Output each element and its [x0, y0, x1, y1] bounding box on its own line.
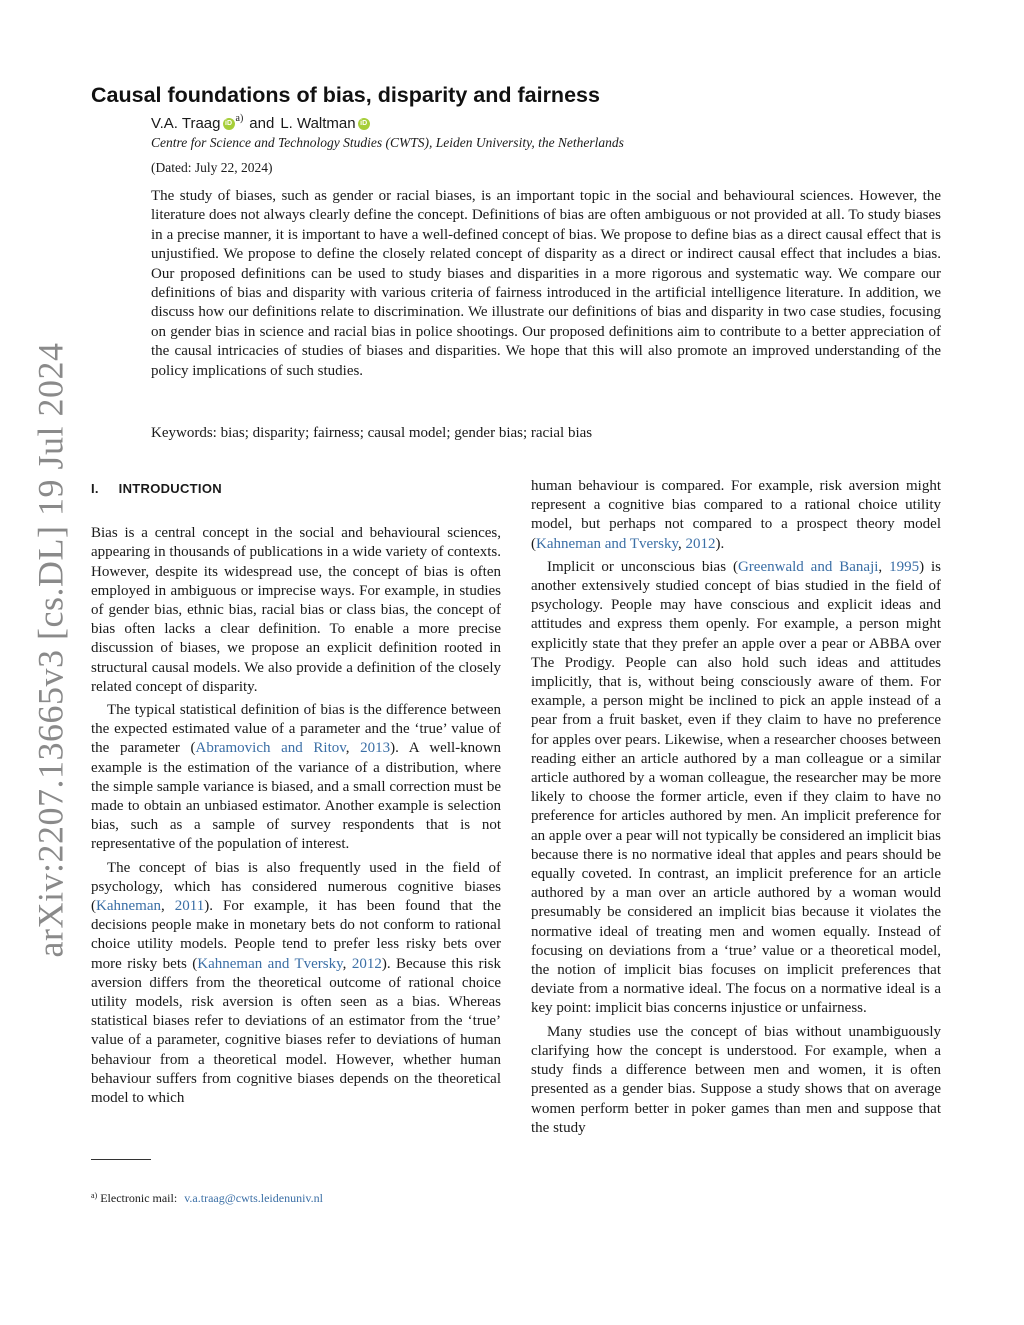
paragraph-text: ). A well-known example is the estimation of the variance of a distribution, where the simple sample variance is biased, and a small correction must be made to obtain an unbiased estimator. Another example is selection bias, such as a sample of survey respondents that is not representative of the population of interest.	[91, 740, 501, 853]
author-list	[151, 115, 370, 132]
body-paragraph	[91, 524, 501, 697]
abstract: The study of biases, such as gender or racial biases, is an important topic in the social and behavioural sciences. However, the literature does not always clearly define the concept. Definitions of bias are often ambiguous or not provided at all. To study biases in a precise manner, it is important to have a well-defined concept of bias. We propose to define bias as a direct causal effect that is unjustified. We propose to define the closely related concept of disparity as a direct or indirect causal effect that includes a bias. Our proposed definitions can be used to study biases and disparities in a more rigorous and systematic way. We compare our definitions of bias and disparity with various criteria of fairness introduced in the artificial intelligence literature. In addition, we discuss how our definitions relate to discrimination. We illustrate our definitions of bias and disparity in two case studies, focusing on gender bias in science and racial bias in police shootings. Our proposed definitions aim to contribute to a better appreciation of the causal intricacies of studies of biases and disparities. We hope that this will also promote an improved understanding of the policy implications of such studies.	[151, 188, 941, 379]
paragraph-text: ,	[878, 558, 890, 575]
left-column	[91, 477, 501, 1112]
paragraph-text: ). For example, it has been found that the decisions people make in monetary bets do not conform to rational choice utility models. People tend to prefer less risky bets over more risky bets (	[91, 898, 501, 972]
affiliation: Centre for Science and Technology Studies (CWTS), Leiden University, the Netherlands	[151, 135, 624, 150]
paper-title: Causal foundations of bias, disparity and fairness	[91, 83, 600, 107]
orcid-icon[interactable]: iD	[223, 118, 235, 130]
citation-link[interactable]: 1995	[889, 558, 920, 575]
author-name: L. Waltman	[280, 115, 356, 132]
paragraph-text: ).	[715, 535, 725, 552]
author-footnote-marker[interactable]: a)	[235, 113, 244, 124]
paragraph-text: ,	[160, 898, 175, 915]
body-paragraph	[531, 477, 941, 554]
citation-link[interactable]: 2012	[351, 955, 382, 972]
arxiv-identifier	[20, 342, 80, 958]
section-heading	[91, 479, 501, 498]
citation-link[interactable]: 2013	[360, 740, 391, 757]
paragraph-text: ,	[678, 535, 686, 552]
paragraph-text: Implicit or unconscious bias (	[547, 558, 738, 575]
citation-link[interactable]: Abramovich and Ritov	[195, 740, 346, 757]
footnote	[91, 1191, 323, 1206]
paragraph-text: ) is another extensively studied concept of bias studied in the field of psychology. People may have conscious and explicit ideas and attitudes and express them openly. For example, a person might explicitly state that they prefer an apple over a pear or ABBA over The Prodigy. People can also hold such ideas and attitudes implicitly, that is, without being consciously aware of them. For example, a person might be inclined to pick an apple instead of a pear from a fruit basket, even if they claim to have no preference for apples over pears. Likewise, when a researcher chooses between reading either an article authored by a man colleague or a similar article authored by a woman colleague, the researcher may be more likely to choose the former article, even if they claim to have no preference for articles authored by men. An implicit preference for an apple over a pear will not typically be considered an implicit bias because there is no normative ideal that apples and pears should be equally coveted. In contrast, an implicit preference for an article authored by a man over an article authored by a woman would presumably be considered an implicit bias because it violates the normative ideal of treating men and women equally. Instead of focusing on deviations from a ‘true’ value or a theoretical model, the notion of implicit bias focuses on implicit preferences that deviate from a normative ideal. The focus on a normative ideal is a key point: implicit bias concerns injustice or unfairness.	[531, 558, 942, 1017]
citation-link[interactable]: Kahneman	[96, 898, 161, 915]
author-conjunction: and	[249, 115, 275, 132]
paragraph-text: Many studies use the concept of bias without unambiguously clarifying how the concept is understood. For example, when a study finds a difference between men and women, it is often presented as a gender bias. Suppose a study shows that on average women perform better in poker games than men and suppose that the study	[531, 1023, 941, 1136]
paragraph-text: ). Because this risk aversion differs from the theoretical outcome of rational choice utility models, risk aversion is often seen as a bias. Whereas statistical biases refer to deviations of an estimator from the ‘true’ value of a parameter, cognitive biases refer to deviations of human behaviour from a theoretical model. However, whether human behaviour suffers from cognitive biases depends on the theoretical model to which	[91, 955, 502, 1107]
paragraph-text: Bias is a central concept in the social and behavioural sciences, appearing in thousands of publications in a wide variety of contexts. However, despite its widespread use, the concept of bias is often employed in ambiguous or imprecise ways. For example, in studies of gender bias, ethnic bias, racial bias or class bias, the concept of bias often lacks a clear definition. To enable a more precise discussion of biases, we propose an explicit definition rooted in structural causal models. We also provide a definition of the closely related concept of disparity.	[91, 525, 501, 695]
citation-link[interactable]: 2011	[174, 898, 205, 915]
arxiv-identifier-text: arXiv:2207.13665v3 [cs.DL] 19 Jul 2024	[30, 342, 70, 958]
body-paragraph	[531, 558, 941, 1019]
body-paragraph	[91, 701, 501, 855]
paragraph-text: human behaviour is compared. For example, risk aversion might represent a cognitive bias compared to a rational choice utility model, but perhaps not compared to a prospect theory model (	[531, 478, 941, 552]
citation-link[interactable]: 2012	[685, 535, 716, 552]
section-number: I.	[91, 481, 99, 496]
section-title: INTRODUCTION	[118, 481, 222, 496]
paragraph-text: The concept of bias is also frequently used in the field of psychology, which has considered numerous cognitive biases (	[91, 859, 501, 915]
email-link[interactable]: v.a.traag@cwts.leidenuniv.nl	[184, 1191, 323, 1205]
paragraph-text: The typical statistical definition of bias is the difference between the expected estimated value of a parameter and the ‘true’ value of the parameter (	[91, 702, 501, 757]
date-line: (Dated: July 22, 2024)	[151, 160, 273, 175]
paragraph-text: ,	[342, 955, 352, 972]
footnote-marker: a)	[91, 1191, 98, 1200]
citation-link[interactable]: Greenwald and Banaji	[737, 558, 879, 575]
left-paragraphs	[91, 524, 501, 1108]
orcid-icon[interactable]: iD	[358, 118, 370, 130]
citation-link[interactable]: Kahneman and Tversky	[197, 955, 343, 972]
keywords: Keywords: bias; disparity; fairness; causal model; gender bias; racial bias	[151, 425, 593, 441]
footnote-rule	[91, 1159, 151, 1160]
right-paragraphs	[531, 477, 941, 1138]
footnote-label: Electronic mail:	[100, 1191, 178, 1205]
paragraph-text: ,	[345, 740, 361, 757]
right-column	[531, 477, 941, 1142]
body-paragraph	[531, 1023, 941, 1138]
citation-link[interactable]: Kahneman and Tversky	[536, 535, 679, 552]
body-paragraph	[91, 859, 501, 1109]
author-name: V.A. Traag	[151, 115, 221, 132]
